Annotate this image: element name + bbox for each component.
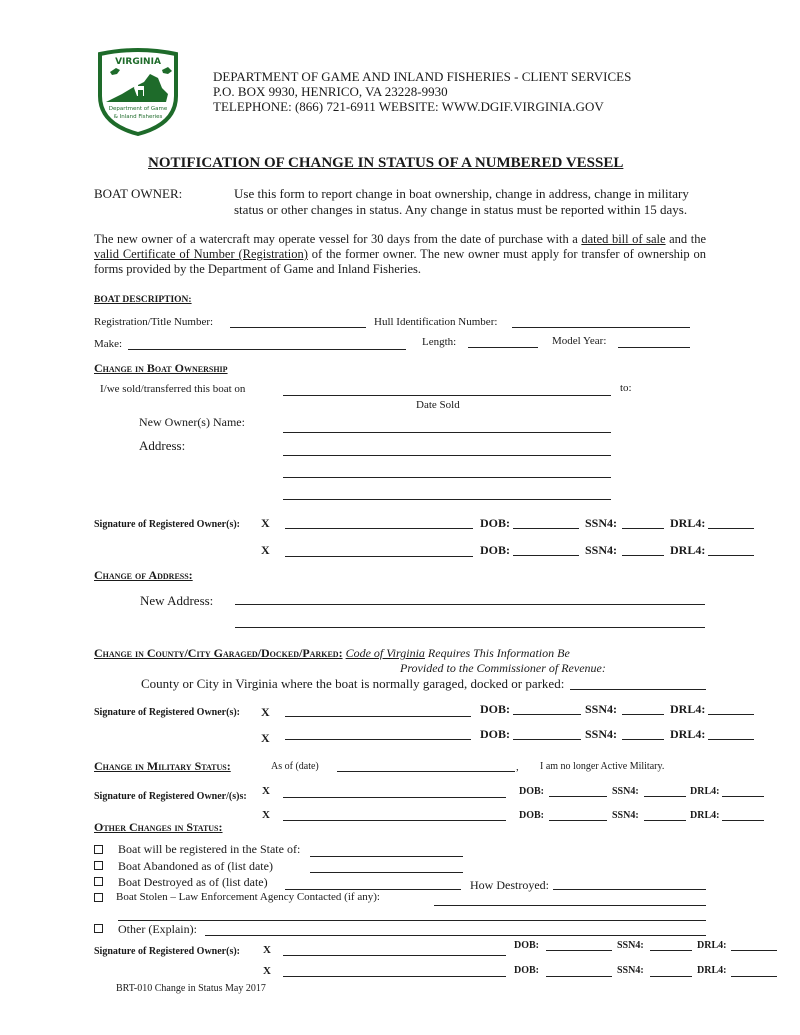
length-field[interactable] [468,347,538,348]
department-contact: TELEPHONE: (866) 721-6911 WEBSITE: WWW.DGIF.VIRGINIA.GOV [213,99,604,114]
boat-destroyed-date-field[interactable] [285,889,461,890]
new-owner-address-label: Address: [139,438,186,453]
svg-text:VIRGINIA: VIRGINIA [115,57,161,67]
signature-field-1a[interactable] [285,528,473,529]
para-text-c: of the former owner. The new owner must apply for transfer of ownership on forms provided by the Department of Game and Inland Fisheries. [94,247,706,276]
how-destroyed-label: How Destroyed: [470,878,549,892]
drl4-label-2a: DRL4: [670,702,706,716]
signature-label-4: Signature of Registered Owner(s): [94,946,240,957]
signature-x-2b: X [261,731,270,745]
ssn4-field-4b[interactable] [650,976,692,977]
ssn4-label-3b: SSN4: [612,810,639,821]
dob-field-2a[interactable] [513,714,581,715]
intro-line-1: Use this form to report change in boat ownership, change in address, change in military [234,186,689,201]
para-text-a: The new owner of a watercraft may operate vessel for 30 days from the date of purchase with a [94,232,582,246]
ssn4-field-3b[interactable] [644,820,686,821]
law-enforcement-agency-field[interactable] [434,905,706,906]
agency-logo [92,44,184,136]
ssn4-label-4b: SSN4: [617,965,644,976]
drl4-field-4a[interactable] [731,950,777,951]
other-changes-heading: Other Changes in Status: [94,820,223,834]
dob-label-3a: DOB: [519,786,544,797]
dob-field-4b[interactable] [546,976,612,977]
signature-field-2b[interactable] [285,739,471,740]
drl4-label-4b: DRL4: [697,965,727,976]
boat-stolen-continuation-line[interactable] [118,920,706,921]
new-address-line-2[interactable] [235,627,705,628]
ssn4-field-3a[interactable] [644,796,686,797]
no-longer-active-military-text: I am no longer Active Military. [540,761,665,772]
registered-other-state-field[interactable] [310,856,463,857]
make-field[interactable] [128,349,406,350]
date-sold-field[interactable] [283,395,611,396]
drl4-label-1b: DRL4: [670,543,706,557]
ssn4-label-4a: SSN4: [617,940,644,951]
signature-x-4b: X [263,965,271,977]
svg-text:& Inland Fisheries: & Inland Fisheries [113,114,163,120]
other-explain-checkbox[interactable] [94,924,103,933]
drl4-field-2b[interactable] [708,739,754,740]
certificate-of-number-text: valid Certificate of Number (Registration) [94,247,308,261]
ssn4-field-4a[interactable] [650,950,692,951]
drl4-field-2a[interactable] [708,714,754,715]
boat-abandoned-date-field[interactable] [310,872,463,873]
signature-field-1b[interactable] [285,556,473,557]
ssn4-field-2a[interactable] [622,714,664,715]
dob-field-3b[interactable] [549,820,607,821]
military-heading: Change in Military Status: [94,759,231,773]
hull-id-label: Hull Identification Number: [374,316,498,328]
boat-abandoned-checkbox[interactable] [94,861,103,870]
dob-field-1a[interactable] [513,528,579,529]
dob-label-2b: DOB: [480,727,510,741]
registered-other-state-label: Boat will be registered in the State of: [118,842,301,856]
registration-field[interactable] [230,327,366,328]
ssn4-label-2a: SSN4: [585,702,618,716]
form-id-footer: BRT-010 Change in Status May 2017 [116,983,266,994]
ssn4-label-2b: SSN4: [585,727,618,741]
dob-field-4a[interactable] [546,950,612,951]
svg-text:Department of Game: Department of Game [108,106,168,112]
signature-x-1b: X [261,543,270,557]
ssn4-field-2b[interactable] [622,739,664,740]
boat-stolen-checkbox[interactable] [94,893,103,902]
signature-label-1: Signature of Registered Owner(s): [94,519,240,530]
drl4-field-1b[interactable] [708,555,754,556]
county-change-header [94,646,570,661]
para-text-b: and the [665,232,706,246]
signature-x-3b: X [262,809,270,821]
drl4-field-3b[interactable] [722,820,764,821]
other-explain-label: Other (Explain): [118,922,197,936]
signature-field-2a[interactable] [285,716,471,717]
dob-field-1b[interactable] [513,555,579,556]
signature-field-4a[interactable] [283,955,506,956]
dated-bill-of-sale-text: dated bill of sale [581,232,666,246]
as-of-date-label: As of (date) [271,761,319,772]
department-address: P.O. BOX 9930, HENRICO, VA 23228-9930 [213,84,448,99]
make-label: Make: [94,338,123,350]
drl4-label-2b: DRL4: [670,727,706,741]
signature-field-3b[interactable] [283,820,506,821]
dob-label-2a: DOB: [480,702,510,716]
dob-label-1b: DOB: [480,543,510,557]
new-owner-name-label: New Owner(s) Name: [139,415,245,429]
dob-field-2b[interactable] [513,739,581,740]
signature-label-3: Signature of Registered Owner/(s)s: [94,791,247,802]
drl4-field-4b[interactable] [731,976,777,977]
code-of-virginia-text: Code of Virginia [345,646,425,660]
dob-label-4b: DOB: [514,965,539,976]
other-explain-field[interactable] [205,935,706,936]
boat-destroyed-label: Boat Destroyed as of (list date) [118,875,268,889]
registered-other-state-checkbox[interactable] [94,845,103,854]
department-name: DEPARTMENT OF GAME AND INLAND FISHERIES - CLIENT SERVICES [213,69,632,84]
dob-label-3b: DOB: [519,810,544,821]
signature-x-4a: X [263,944,271,956]
virginia-dgif-emblem-icon [92,44,184,136]
hull-id-field[interactable] [512,327,690,328]
signature-label-2: Signature of Registered Owner(s): [94,707,240,718]
new-address-label: New Address: [140,593,214,608]
drl4-label-1a: DRL4: [670,516,706,530]
boat-destroyed-checkbox[interactable] [94,877,103,886]
military-comma: , [516,761,519,773]
dob-label-1a: DOB: [480,516,510,530]
new-owner-address-line-2[interactable] [283,477,611,478]
new-owner-name-field[interactable] [283,432,611,433]
boat-abandoned-label: Boat Abandoned as of (list date) [118,859,273,873]
new-owner-paragraph [94,232,706,277]
ssn4-label-3a: SSN4: [612,786,639,797]
military-date-field[interactable] [337,771,515,772]
county-note-line-2: Provided to the Commissioner of Revenue: [400,661,606,675]
new-owner-address-line-3[interactable] [283,499,611,500]
boat-stolen-label: Boat Stolen – Law Enforcement Agency Contacted (if any): [116,891,380,903]
signature-x-2a: X [261,705,270,719]
drl4-label-3b: DRL4: [690,810,720,821]
county-change-heading: Change in County/City Garaged/Docked/Parked: [94,646,343,660]
signature-x-1a: X [261,516,270,530]
drl4-label-4a: DRL4: [697,940,727,951]
ssn4-field-1a[interactable] [622,528,664,529]
model-year-field[interactable] [618,347,690,348]
registration-label: Registration/Title Number: [94,316,214,328]
new-owner-address-line-1[interactable] [283,455,611,456]
signature-field-4b[interactable] [283,976,506,977]
ssn4-label-1a: SSN4: [585,516,618,530]
how-destroyed-field[interactable] [553,889,706,890]
county-field[interactable] [570,689,706,690]
address-change-heading: Change of Address: [94,568,193,582]
to-label: to: [620,382,632,394]
model-year-label: Model Year: [552,335,607,347]
dob-label-4a: DOB: [514,940,539,951]
county-label: County or City in Virginia where the boat is normally garaged, docked or parked: [141,676,565,691]
intro-line-2: status or other changes in status. Any change in status must be reported within 15 days. [234,202,688,217]
dob-field-3a[interactable] [549,796,607,797]
form-title: NOTIFICATION OF CHANGE IN STATUS OF A NUMBERED VESSEL [148,155,624,171]
date-sold-caption: Date Sold [416,399,460,411]
new-address-line-1[interactable] [235,604,705,605]
sold-transferred-label: I/we sold/transferred this boat on [100,383,246,395]
ownership-heading: Change in Boat Ownership [94,361,228,375]
boat-owner-label: BOAT OWNER: [94,186,183,201]
signature-field-3a[interactable] [283,797,506,798]
signature-x-3a: X [262,785,270,797]
boat-description-heading: BOAT DESCRIPTION: [94,295,192,305]
drl4-field-3a[interactable] [722,796,764,797]
ssn4-field-1b[interactable] [622,555,664,556]
county-note-text: Requires This Information Be [424,646,570,660]
drl4-field-1a[interactable] [708,528,754,529]
ssn4-label-1b: SSN4: [585,543,618,557]
drl4-label-3a: DRL4: [690,786,720,797]
length-label: Length: [422,336,457,348]
